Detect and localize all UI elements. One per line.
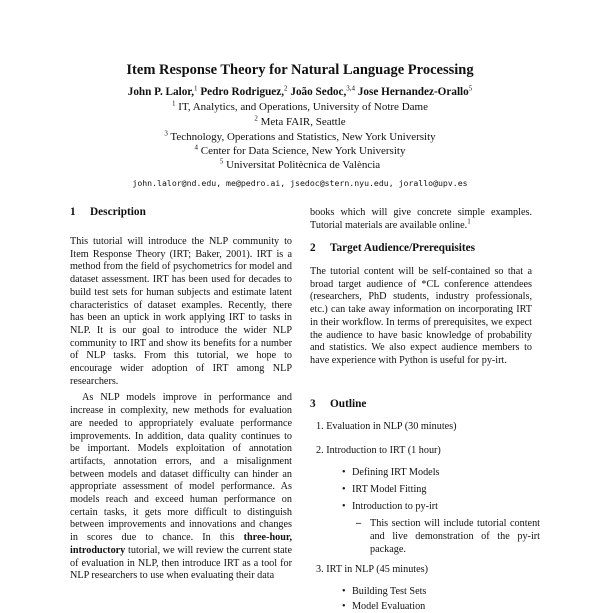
author-affiliation-mark: 2 xyxy=(284,84,288,93)
author-emails: john.lalor@nd.edu, me@pedro.ai, jsedoc@stern.nyu.edu, jorallo@upv.es xyxy=(132,178,468,188)
section-number: 3 xyxy=(310,398,316,410)
affiliation-mark: 3 xyxy=(164,129,168,138)
affiliation-mark: 2 xyxy=(254,114,258,123)
paragraph-text: As NLP models improve in performance and increase in complexity, new methods for evaluation are needed to appropriately evaluate performance improvements. In addition, data quality continues to be important. Models exploitation of annotation artifacts, annotation errors, and a misalignment between models and dataset difficulty can hinder an appropriate assessment of model performance. As models reach and exceed human performance on certain tasks, it gets more difficult to distinguish between improvements and innovations and changes in scores due to chance. In this xyxy=(70,392,292,544)
outline-subitem xyxy=(342,466,439,479)
affiliation-line xyxy=(0,101,600,113)
paragraph: This tutorial will introduce the NLP community to Item Response Theory (IRT; Baker, 2001). IRT is a method from the field of psychometrics for model and dataset assessment. IRT has been used for decades to build test sets for human subjects and estimate latent characteristics of dataset examples. Recently, there has been an uptick in work applying IRT to tasks in NLP. It is our goal to introduce the wider NLP community to IRT and show its benefits for a number of NLP tasks. From this tutorial, we hope to encourage wider adoption of IRT among NLP researchers. xyxy=(70,236,292,387)
affiliation-mark: 1 xyxy=(172,99,176,108)
bold-text: three-hour, introductory xyxy=(70,532,292,556)
affiliation-line xyxy=(0,159,600,171)
paragraph-text: tutorial, we will review the current state of evaluation in NLP, then introduce IRT as a tool for NLP researchers to use when evaluating their data xyxy=(70,544,292,582)
section-title: Target Audience/Prerequisites xyxy=(330,242,476,254)
audience-body: The tutorial content will be self-contained so that a broad target audience of *CL conference attendees (researchers, PhD students, industry professionals, etc.) can take away information on incorporating IRT in their workflow. In terms of prerequisites, we expect the audience to have basic knowledge of probability and statistics. We also expect audience members to have experience with Python is useful for py-irt. xyxy=(310,266,532,366)
author-name: Pedro Rodriguez, xyxy=(200,86,285,98)
bullet-icon: • xyxy=(342,467,346,478)
bullet-icon: • xyxy=(342,601,346,612)
subitem-text: Introduction to py-irt xyxy=(352,501,439,512)
author-list xyxy=(0,86,600,98)
paragraph-text: books which will give concrete simple examples. Tutorial materials are available online. xyxy=(310,207,532,231)
subitem-text: Defining IRT Models xyxy=(352,467,440,478)
outline-item: 2. Introduction to IRT (1 hour) xyxy=(316,445,441,456)
section-number: 2 xyxy=(310,242,316,254)
affiliation-text: Technology, Operations and Statistics, New York University xyxy=(170,131,436,143)
section-heading-outline xyxy=(310,398,366,410)
author-affiliation-mark: 5 xyxy=(468,84,473,93)
bullet-icon: • xyxy=(342,501,346,512)
outline-subitem xyxy=(342,483,426,496)
description-body xyxy=(70,236,292,583)
subitem-text: Model Evaluation xyxy=(352,601,426,612)
author-name: John P. Lalor, xyxy=(127,86,195,98)
paper-title: Item Response Theory for Natural Language Processing xyxy=(126,62,474,78)
affiliation-line xyxy=(0,116,600,128)
outline-subitem xyxy=(342,600,425,613)
outline-item: 3. IRT in NLP (45 minutes) xyxy=(316,564,429,575)
section-title: Outline xyxy=(330,398,367,410)
affiliation-text: Meta FAIR, Seattle xyxy=(260,116,346,128)
author-name: Jose Hernandez-Orallo xyxy=(357,86,469,98)
author-affiliation-mark: 1 xyxy=(194,84,198,93)
affiliation-mark: 4 xyxy=(194,143,199,152)
paragraph xyxy=(70,392,292,583)
section-number: 1 xyxy=(70,206,76,218)
subitem-text: IRT Model Fitting xyxy=(352,484,427,495)
section-heading-description xyxy=(70,206,146,218)
right-column-continuation xyxy=(310,207,532,232)
outline-subitem xyxy=(342,500,438,513)
affiliation-text: Center for Data Science, New York University xyxy=(200,145,406,157)
affiliation-line xyxy=(0,131,600,143)
subitem-text: Building Test Sets xyxy=(352,586,427,597)
affiliation-text: IT, Analytics, and Operations, University of Notre Dame xyxy=(178,101,428,113)
outline-detail xyxy=(356,517,540,556)
outline-subitem xyxy=(342,585,426,598)
outline-item: 1. Evaluation in NLP (30 minutes) xyxy=(316,421,457,432)
author-name: João Sedoc, xyxy=(290,86,347,98)
affiliation-mark: 5 xyxy=(219,157,224,166)
bullet-icon: • xyxy=(342,586,346,597)
footnote-mark: 1 xyxy=(467,217,471,226)
section-heading-audience xyxy=(310,242,475,254)
affiliation-text: Universitat Politècnica de València xyxy=(226,159,381,171)
bullet-icon: • xyxy=(342,484,346,495)
author-affiliation-mark: 3,4 xyxy=(346,84,356,93)
detail-text: This section will include tutorial content and live demonstration of the py-irt package. xyxy=(370,518,540,555)
section-title: Description xyxy=(90,206,146,218)
dash-icon: – xyxy=(356,518,362,529)
affiliation-line xyxy=(0,145,600,157)
